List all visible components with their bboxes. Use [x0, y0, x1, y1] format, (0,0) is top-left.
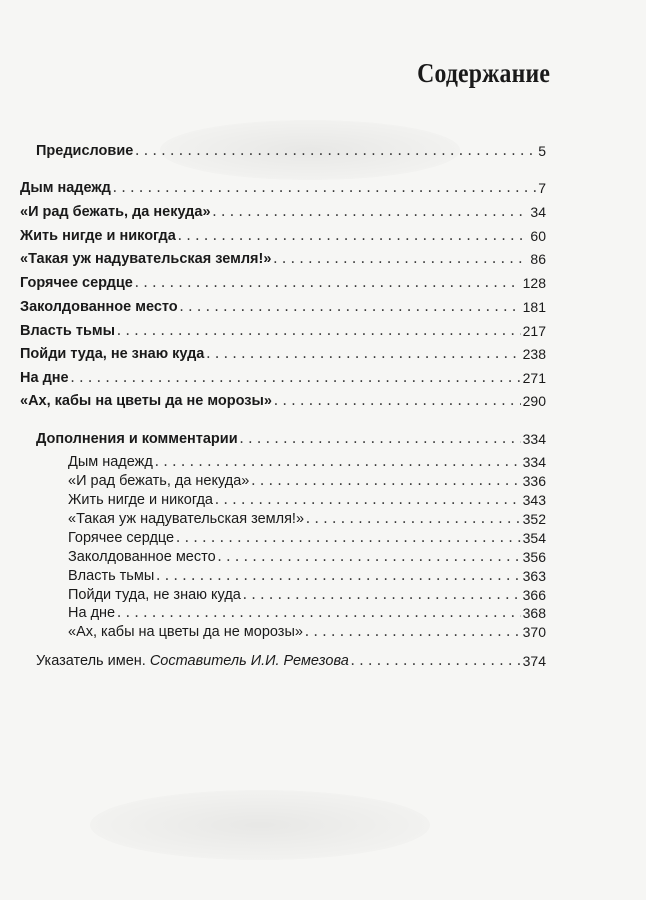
- leader-dots: [135, 142, 536, 160]
- toc-subentry: [68, 584, 546, 604]
- toc-entry-page: 128: [522, 275, 546, 291]
- leader-dots: [351, 652, 521, 670]
- toc-subentry: [68, 602, 546, 622]
- toc-entry-title: Горячее сердце: [20, 275, 133, 291]
- toc-entry-title: «И рад бежать, да некуда»: [20, 204, 211, 220]
- toc-subentry: [68, 546, 546, 566]
- toc-entry-title: «Такая уж надувательская земля!»: [20, 251, 272, 267]
- toc-entry-title: Горячее сердце: [68, 530, 175, 546]
- toc-subentry: [68, 565, 546, 585]
- toc-entry: [20, 390, 546, 410]
- toc-subentry: [68, 508, 546, 528]
- toc-entry-title: [36, 652, 349, 670]
- toc-entry-title: Дым надежд: [20, 180, 111, 196]
- toc-entry-appendix: [36, 428, 546, 448]
- toc-entry-title: Власть тьмы: [68, 568, 155, 584]
- toc-entry-page: 366: [522, 587, 546, 603]
- leader-dots: [113, 179, 536, 197]
- leader-dots: [240, 430, 521, 448]
- leader-dots: [180, 298, 521, 316]
- leader-dots: [135, 274, 521, 292]
- toc-entry-page: 356: [522, 549, 546, 565]
- toc-entry-title: Пойди туда, не знаю куда: [20, 346, 205, 362]
- toc-entry: [20, 296, 546, 316]
- leader-dots: [178, 227, 529, 245]
- toc-entry: [20, 272, 546, 292]
- toc-entry-page: 5: [538, 143, 546, 159]
- toc-subentry: [68, 527, 546, 547]
- toc-entry: [36, 140, 546, 160]
- toc-entry-page: 60: [530, 228, 546, 244]
- toc-entry-page: 271: [522, 370, 546, 386]
- toc-entry: [20, 177, 546, 197]
- leader-dots: [274, 392, 521, 410]
- toc-entry-title: Жить нигде и никогда: [68, 492, 213, 508]
- toc-entry-title: «Такая уж надувательская земля!»: [68, 511, 305, 527]
- leader-dots: [117, 604, 521, 622]
- toc-entry: [20, 320, 546, 340]
- toc-entry-page: 363: [522, 568, 546, 584]
- index-compiler: Составитель И.И. Ремезова: [149, 653, 349, 669]
- leader-dots: [117, 322, 521, 340]
- toc-entry-title: Пойди туда, не знаю куда: [68, 587, 241, 603]
- toc-entry-title: «Ах, кабы на цветы да не морозы»: [20, 393, 272, 409]
- toc-entry-page: 290: [522, 393, 546, 409]
- leader-dots: [306, 510, 521, 528]
- leader-dots: [273, 250, 528, 268]
- toc-entry-title: На дне: [20, 370, 69, 386]
- leader-dots: [71, 369, 521, 387]
- leader-dots: [251, 472, 520, 490]
- toc-entry-page: 7: [538, 180, 546, 196]
- toc-entry-page: 334: [522, 431, 546, 447]
- leader-dots: [206, 345, 520, 363]
- toc-subentry: [68, 451, 546, 471]
- toc-entry-page: 370: [522, 624, 546, 640]
- toc-entry-title: «Ах, кабы на цветы да не морозы»: [68, 624, 303, 640]
- toc-entry-title: Дополнения и комментарии: [36, 431, 238, 447]
- toc-subentry: [68, 489, 546, 509]
- toc-entry: [20, 367, 546, 387]
- toc-entry-title: Власть тьмы: [20, 323, 115, 339]
- toc-entry-title: Предисловие: [36, 143, 134, 159]
- toc-entry-title: На дне: [68, 605, 116, 621]
- toc-entry-page: 352: [522, 511, 546, 527]
- leader-dots: [305, 623, 521, 641]
- toc-entry-page: 334: [522, 454, 546, 470]
- toc-entry-page: 336: [522, 473, 546, 489]
- toc-entry-page: 368: [522, 605, 546, 621]
- bleed-through-smudge: [90, 790, 430, 860]
- toc-entry-title: «И рад бежать, да некуда»: [68, 473, 250, 489]
- leader-dots: [156, 567, 520, 585]
- toc-entry-title: Заколдованное место: [68, 549, 216, 565]
- toc-subentry: [68, 621, 546, 641]
- leader-dots: [176, 529, 521, 547]
- toc-entry: [20, 225, 546, 245]
- toc-entry-page: 238: [522, 346, 546, 362]
- leader-dots: [155, 453, 521, 471]
- toc-entry: [20, 201, 546, 221]
- toc-entry-page: 343: [522, 492, 546, 508]
- page-title: Содержание: [417, 58, 550, 88]
- toc-entry: [20, 248, 546, 268]
- toc-entry-title: Жить нигде и никогда: [20, 228, 176, 244]
- toc-entry-page: 217: [522, 323, 546, 339]
- toc-entry-page: 86: [530, 251, 546, 267]
- leader-dots: [218, 548, 521, 566]
- toc-entry: [20, 343, 546, 363]
- toc-entry-title: Заколдованное место: [20, 299, 178, 315]
- leader-dots: [213, 203, 529, 221]
- toc-entry-page: 34: [530, 204, 546, 220]
- toc-entry-title: Дым надежд: [68, 454, 153, 470]
- toc-entry-page: 181: [522, 299, 546, 315]
- toc-entry-page: 354: [522, 530, 546, 546]
- toc-entry-page: 374: [522, 653, 546, 669]
- index-label: Указатель имен.: [36, 653, 146, 669]
- toc-subentry: [68, 470, 546, 490]
- leader-dots: [215, 491, 521, 509]
- toc-entry-index: [36, 650, 546, 670]
